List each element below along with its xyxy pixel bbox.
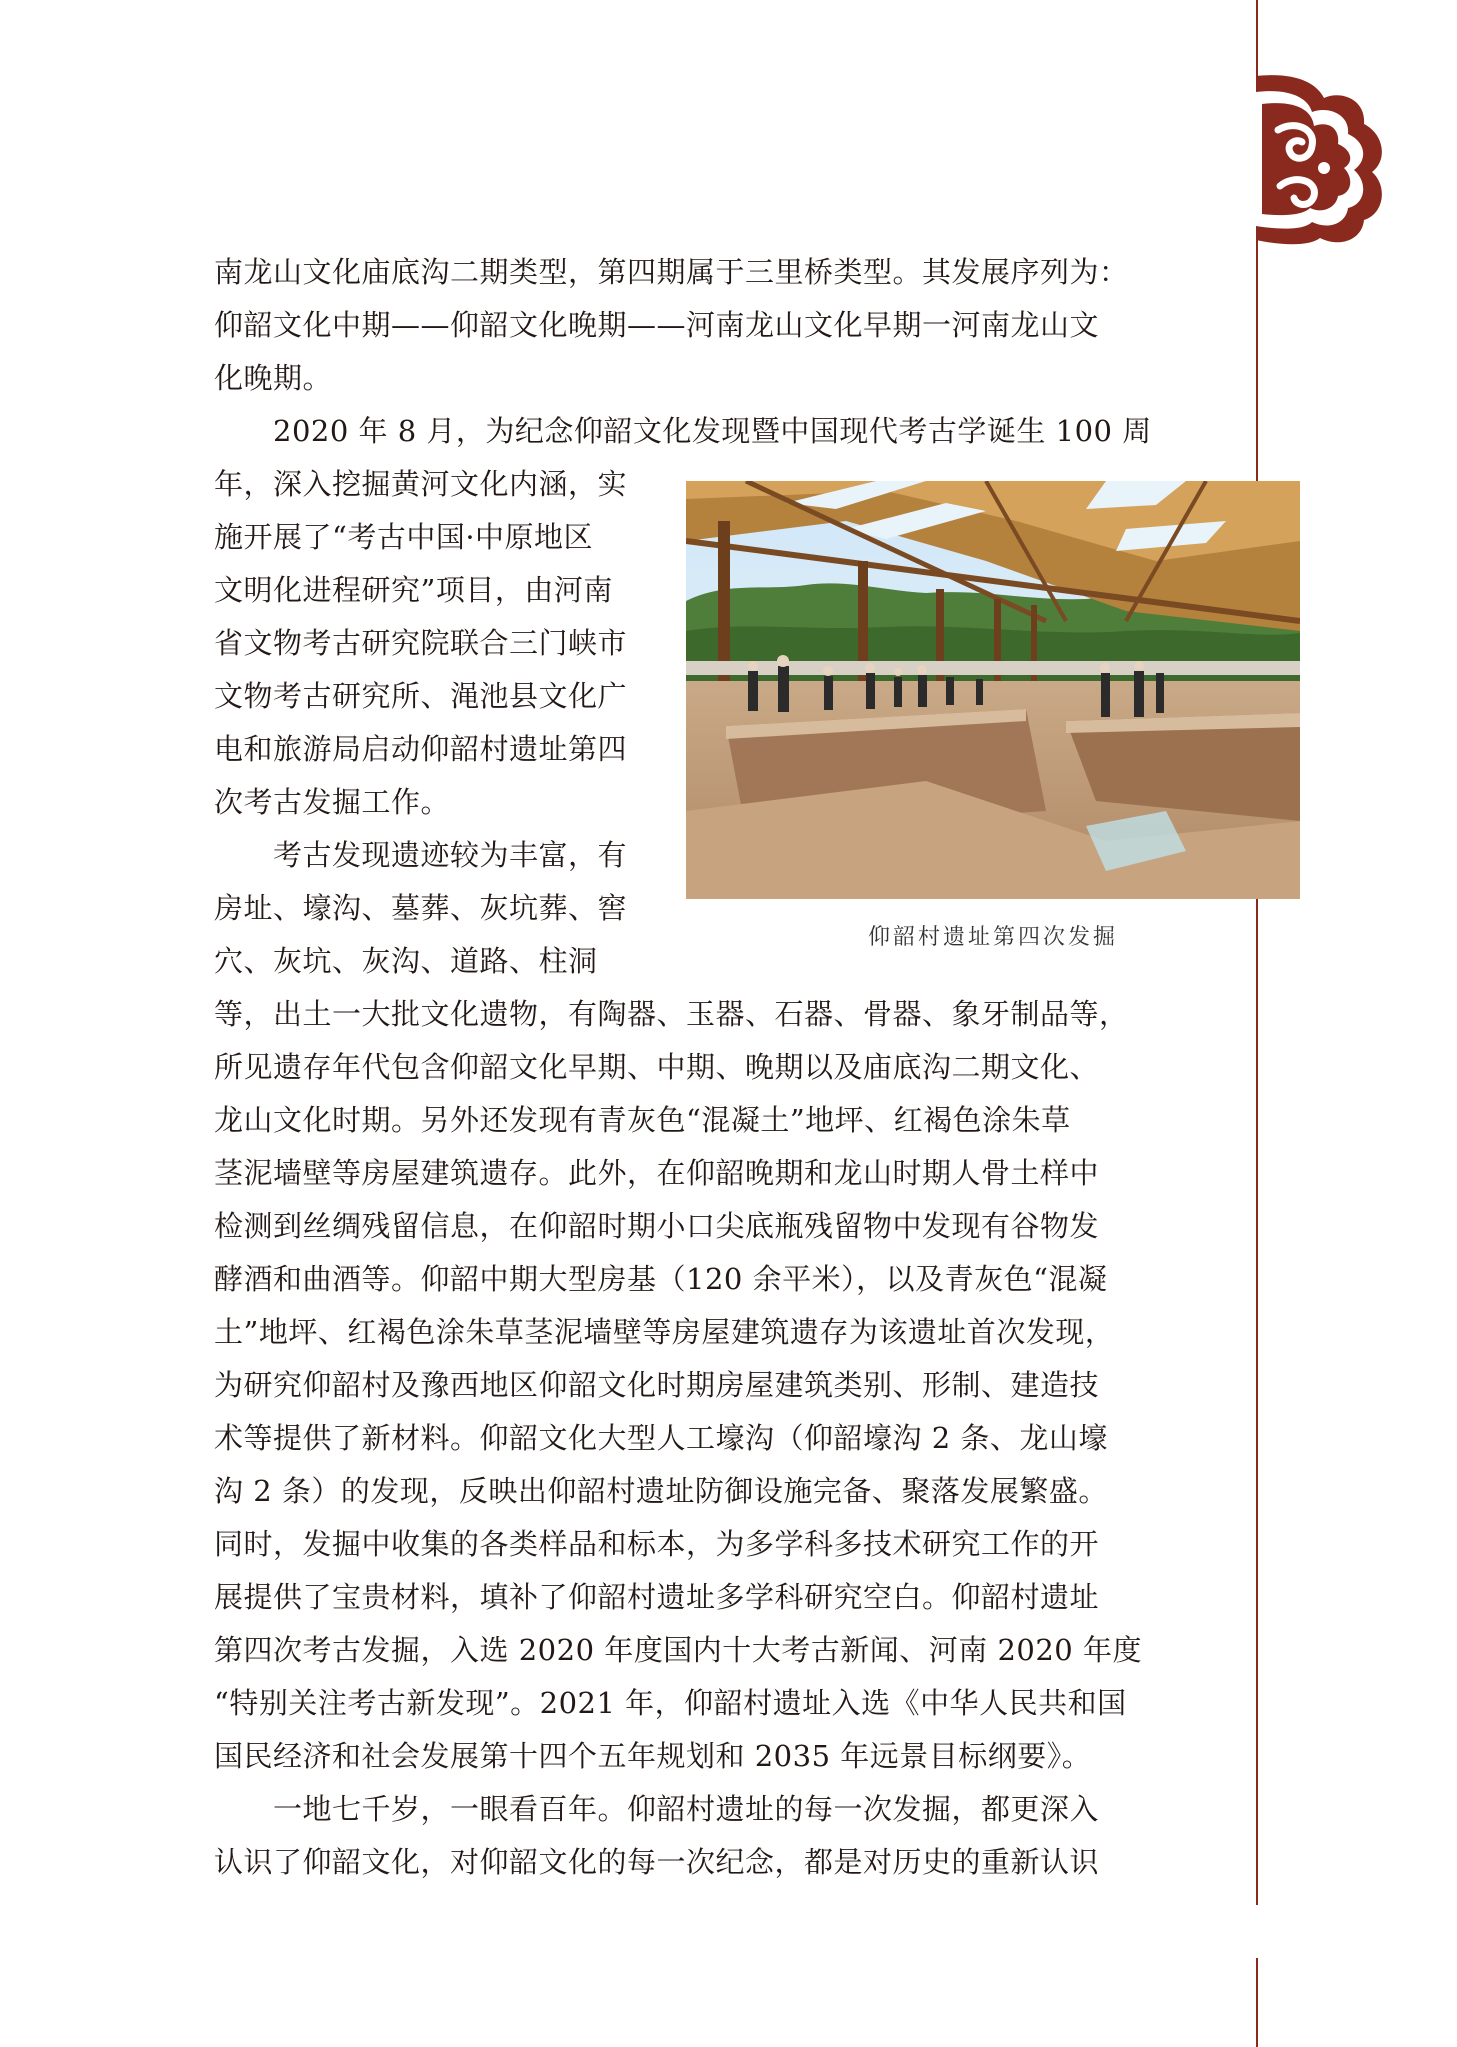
body-text-line: 考古发现遗迹较为丰富，有 (214, 838, 628, 872)
body-text-line: 施开展了“考古中国·中原地区 (214, 520, 594, 554)
body-text-line: 2020 年 8 月，为纪念仰韶文化发现暨中国现代考古学诞生 100 周 (214, 414, 1152, 448)
body-text-line: 术等提供了新材料。仰韶文化大型人工壕沟（仰韶壕沟 2 条、龙山壕 (214, 1421, 1108, 1455)
body-text-line: 化晚期。 (214, 361, 333, 395)
body-text-line: 次考古发掘工作。 (214, 785, 451, 819)
photo-caption: 仰韶村遗址第四次发掘 (867, 925, 1118, 950)
body-text-line: 穴、灰坑、灰沟、道路、柱洞 (214, 944, 598, 978)
body-text-line: 龙山文化时期。另外还发现有青灰色“混凝土”地坪、红褐色涂朱草 (214, 1103, 1071, 1137)
body-text-line: 土”地坪、红褐色涂朱草茎泥墙壁等房屋建筑遗存为该遗址首次发现， (214, 1315, 1115, 1349)
body-text-line: 文物考古研究所、渑池县文化广 (214, 679, 628, 713)
body-text-line: 南龙山文化庙底沟二期类型，第四期属于三里桥类型。其发展序列为： (214, 255, 1129, 289)
body-text-line: 等，出土一大批文化遗物，有陶器、玉器、石器、骨器、象牙制品等， (214, 997, 1129, 1031)
page-border-line-lower (1256, 1958, 1258, 2047)
body-text-line: 仰韶文化中期——仰韶文化晚期——河南龙山文化早期一河南龙山文 (214, 308, 1100, 342)
body-text-line: 展提供了宝贵材料，填补了仰韶村遗址多学科研究空白。仰韶村遗址 (214, 1580, 1100, 1614)
body-text-line: 沟 2 条）的发现，反映出仰韶村遗址防御设施完备、聚落发展繁盛。 (214, 1474, 1108, 1508)
body-text-line: 年，深入挖掘黄河文化内涵，实 (214, 467, 628, 501)
body-text-line: 为研究仰韶村及豫西地区仰韶文化时期房屋建筑类别、形制、建造技 (214, 1368, 1100, 1402)
body-text-line: 电和旅游局启动仰韶村遗址第四 (214, 732, 628, 766)
body-text-line: 检测到丝绸残留信息，在仰韶时期小口尖底瓶残留物中发现有谷物发 (214, 1209, 1100, 1243)
body-text-line: 认识了仰韶文化，对仰韶文化的每一次纪念，都是对历史的重新认识 (214, 1845, 1100, 1879)
body-text-line: 酵酒和曲酒等。仰韶中期大型房基（120 余平米），以及青灰色“混凝 (214, 1262, 1108, 1296)
body-text-line: 同时，发掘中收集的各类样品和标本，为多学科多技术研究工作的开 (214, 1527, 1100, 1561)
body-text-line: 省文物考古研究院联合三门峡市 (214, 626, 628, 660)
excavation-site-photo (686, 481, 1300, 899)
body-text-line: 国民经济和社会发展第十四个五年规划和 2035 年远景目标纲要》。 (214, 1739, 1092, 1773)
body-text-line: 文明化进程研究”项目，由河南 (214, 573, 613, 607)
body-text-line: 第四次考古发掘，入选 2020 年度国内十大考古新闻、河南 2020 年度 (214, 1633, 1142, 1667)
page-border-line (1256, 0, 1258, 1905)
auspicious-cloud-ornament-icon (1254, 68, 1386, 248)
body-text-line: 一地七千岁，一眼看百年。仰韶村遗址的每一次发掘，都更深入 (214, 1792, 1100, 1826)
body-text-line: 所见遗存年代包含仰韶文化早期、中期、晚期以及庙底沟二期文化、 (214, 1050, 1100, 1084)
body-text-line: “特别关注考古新发现”。2021 年，仰韶村遗址入选《中华人民共和国 (214, 1686, 1127, 1720)
body-text-line: 房址、壕沟、墓葬、灰坑葬、窖 (214, 891, 628, 925)
body-text-line: 茎泥墙壁等房屋建筑遗存。此外，在仰韶晚期和龙山时期人骨土样中 (214, 1156, 1100, 1190)
